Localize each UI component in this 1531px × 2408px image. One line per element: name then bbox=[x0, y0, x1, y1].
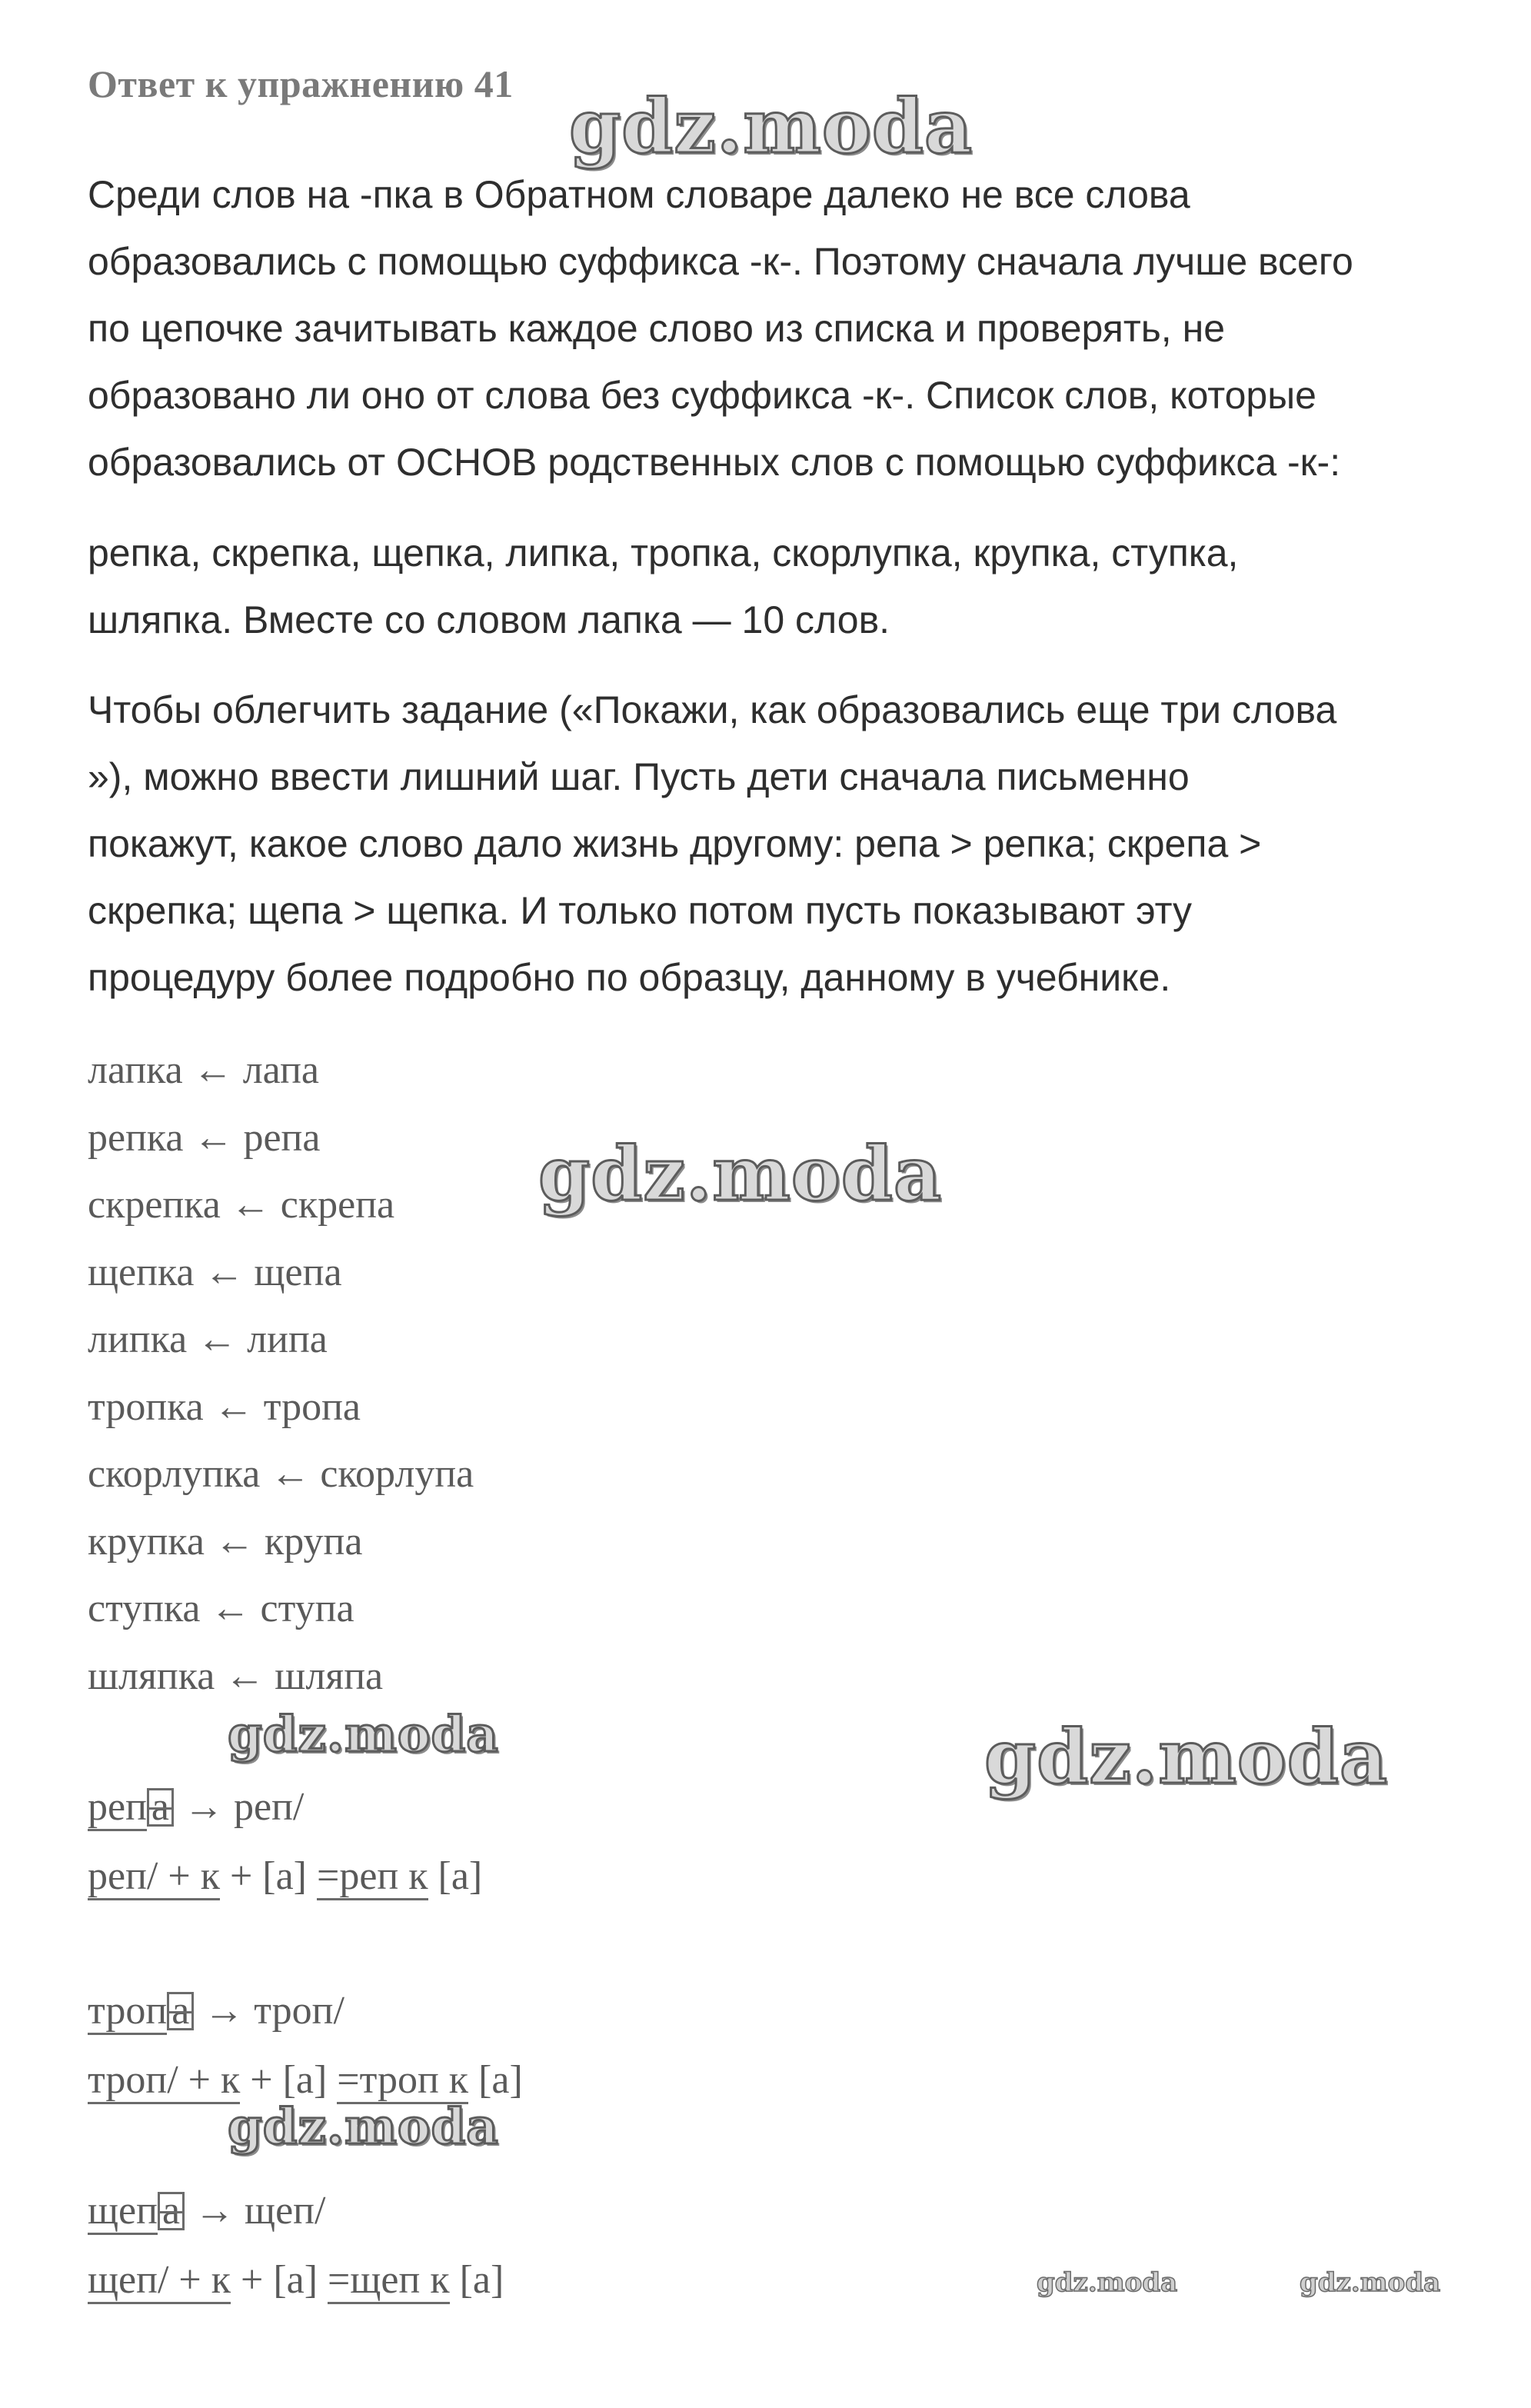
result-stem: щеп bbox=[350, 2258, 421, 2302]
plus-sign: + bbox=[250, 2058, 273, 2102]
truncated-stem: реп/ bbox=[234, 1785, 305, 1829]
paragraph-line: по цепочке зачитывать каждое слово из списка и проверять, не bbox=[88, 307, 1226, 350]
sum-stem-text: щеп/ bbox=[88, 2258, 169, 2302]
cut-ending: а bbox=[167, 1992, 194, 2030]
suffix: к bbox=[211, 2258, 231, 2302]
formation-line bbox=[88, 1842, 482, 1911]
derivation-item: крупка ← крупа bbox=[88, 1519, 363, 1564]
plus-sign: + bbox=[229, 1854, 253, 1898]
paragraph-line: образовались от ОСНОВ родственных слов с помощью суффикса -к-: bbox=[88, 441, 1341, 484]
cut-ending: а bbox=[158, 2192, 185, 2230]
ending: [а] bbox=[282, 2058, 328, 2102]
derivation-item: тропка ← тропа bbox=[88, 1384, 361, 1429]
equals-sign: = bbox=[337, 2058, 360, 2102]
result-ending: [а] bbox=[438, 1854, 483, 1898]
result-suffix: к bbox=[430, 2258, 450, 2302]
suffix: к bbox=[200, 1854, 220, 1898]
sum-stem bbox=[88, 2058, 240, 2104]
result-stem: реп bbox=[339, 1854, 399, 1898]
morpheme-scheme bbox=[88, 1773, 482, 1911]
result-stem: троп bbox=[359, 2058, 439, 2102]
sum-stem bbox=[88, 1854, 220, 1900]
result-suffix: к bbox=[408, 1854, 428, 1898]
derivation-item: скорлупка ← скорлупа bbox=[88, 1452, 474, 1496]
result-word bbox=[328, 2258, 450, 2304]
paragraph-line: покажут, какое слово дало жизнь другому: репа > репка; скрепа > bbox=[88, 822, 1262, 865]
paragraph-line: шляпка. Вместе со словом лапка — 10 слов. bbox=[88, 598, 890, 641]
arrow: → bbox=[204, 1989, 245, 2033]
watermark: gdz.moda bbox=[228, 1706, 499, 1764]
page-title: Ответ к упражнению 41 bbox=[88, 62, 514, 105]
paragraph-method bbox=[88, 677, 1472, 1011]
plus-sign: + bbox=[178, 2258, 201, 2302]
paragraph-line: процедуру более подробно по образцу, данному в учебнике. bbox=[88, 956, 1171, 999]
truncation-line bbox=[88, 1977, 523, 2046]
plus-sign: + bbox=[168, 1854, 191, 1898]
paragraph-line: »), можно ввести лишний шаг. Пусть дети сначала письменно bbox=[88, 755, 1190, 798]
watermark: gdz.moda bbox=[228, 2098, 499, 2156]
equals-sign: = bbox=[317, 1854, 340, 1898]
watermark: gdz.moda bbox=[569, 83, 974, 170]
result-suffix: к bbox=[448, 2058, 469, 2102]
derivation-item: скрепка ← скрепа bbox=[88, 1183, 395, 1227]
derivation-item: лапка ← лапа bbox=[88, 1048, 319, 1092]
truncation-line bbox=[88, 1773, 482, 1842]
arrow: → bbox=[184, 1785, 225, 1829]
plus-sign: + bbox=[188, 2058, 211, 2102]
cut-ending: а bbox=[147, 1788, 174, 1827]
sum-stem-text: троп/ bbox=[88, 2058, 178, 2102]
ending: [а] bbox=[273, 2258, 318, 2302]
derivation-list bbox=[88, 1037, 474, 1710]
paragraph-line: скрепка; щепа > щепка. И только потом пусть показывают эту bbox=[88, 889, 1193, 932]
stem: щеп bbox=[88, 2189, 158, 2235]
ending: [а] bbox=[262, 1854, 307, 1898]
suffix: к bbox=[220, 2058, 241, 2102]
result-ending: [а] bbox=[478, 2058, 523, 2102]
sum-stem bbox=[88, 2258, 231, 2304]
watermark: gdz.moda bbox=[1300, 2267, 1441, 2298]
result-word bbox=[337, 2058, 468, 2104]
derivation-item: ступка ← ступа bbox=[88, 1587, 354, 1630]
paragraph-line: репка, скрепка, щепка, липка, тропка, скорлупка, крупка, ступка, bbox=[88, 531, 1239, 575]
watermark: gdz.moda bbox=[1037, 2267, 1178, 2298]
result-word bbox=[317, 1854, 428, 1900]
paragraph-word-list bbox=[88, 520, 1472, 654]
watermark: gdz.moda bbox=[984, 1714, 1389, 1800]
derivation-item: репка ← репа bbox=[88, 1115, 321, 1160]
morpheme-scheme bbox=[88, 2177, 504, 2315]
plus-sign: + bbox=[241, 2258, 264, 2302]
paragraph-line: образовались с помощью суффикса -к-. Поэтому сначала лучше всего bbox=[88, 240, 1353, 283]
stem: реп bbox=[88, 1785, 147, 1831]
paragraph-line: Чтобы облегчить задание («Покажи, как образовались еще три слова bbox=[88, 688, 1337, 731]
paragraph-intro bbox=[88, 162, 1472, 496]
formation-line bbox=[88, 2246, 504, 2315]
arrow: → bbox=[195, 2189, 235, 2233]
watermark: gdz.moda bbox=[538, 1131, 943, 1217]
sum-stem-text: реп/ bbox=[88, 1854, 158, 1898]
derivation-item: шляпка ← шляпа bbox=[88, 1654, 384, 1698]
truncated-stem: троп/ bbox=[254, 1989, 344, 2033]
derivation-item: щепка ← щепа bbox=[88, 1250, 342, 1294]
derivation-item: липка ← липа bbox=[88, 1317, 328, 1361]
paragraph-line: образовано ли оно от слова без суффикса -к-. Список слов, которые bbox=[88, 374, 1316, 417]
morpheme-scheme bbox=[88, 1977, 523, 2115]
truncated-stem: щеп/ bbox=[245, 2189, 326, 2233]
stem: троп bbox=[88, 1989, 167, 2035]
result-ending: [а] bbox=[459, 2258, 504, 2302]
paragraph-line: Среди слов на -пка в Обратном словаре далеко не все слова bbox=[88, 173, 1190, 216]
equals-sign: = bbox=[328, 2258, 351, 2302]
truncation-line bbox=[88, 2177, 504, 2246]
